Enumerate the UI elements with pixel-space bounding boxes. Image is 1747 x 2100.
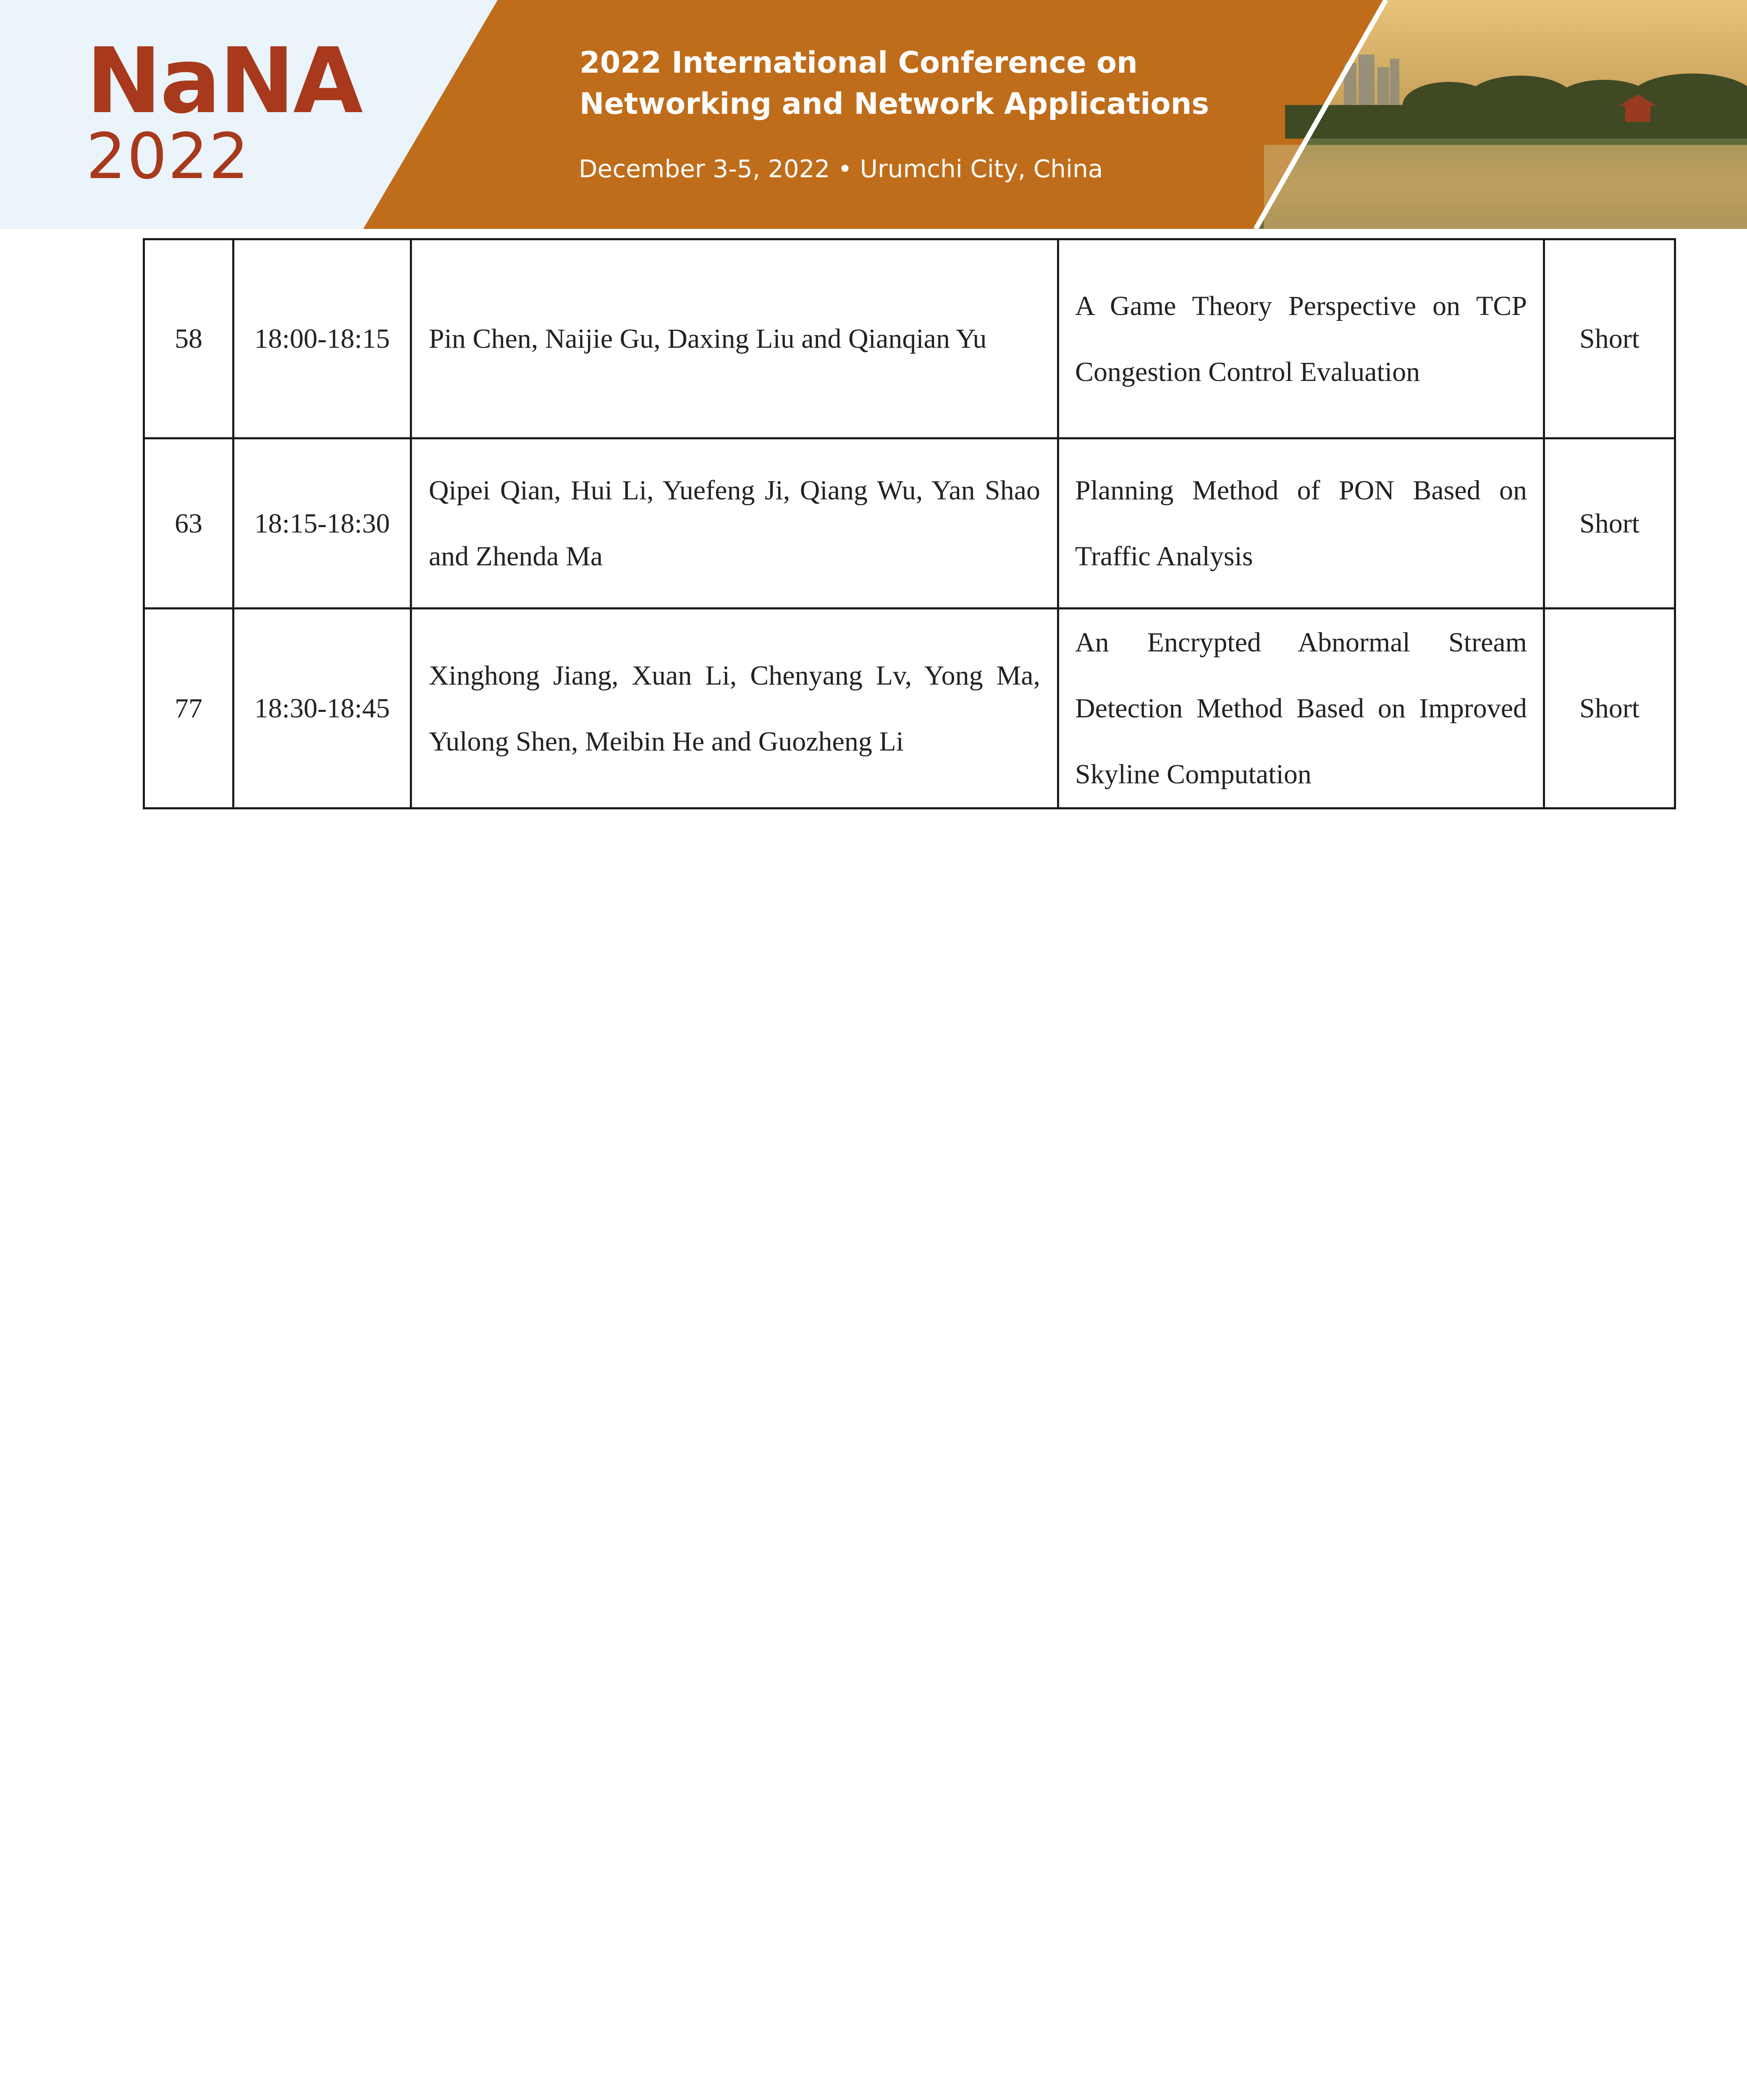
logo-text: NaNA (86, 28, 362, 134)
schedule-table (143, 238, 1676, 809)
conference-title-line1: 2022 International Conference on (580, 45, 1138, 80)
conference-title-line2: Networking and Network Applications (580, 87, 1209, 121)
table-row (144, 438, 1675, 609)
paper-id: 77 (144, 609, 233, 808)
paper-title: An Encrypted Abnormal Stream Detection Method Based on Improved Skyline Computation (1058, 609, 1544, 808)
paper-type: Short (1544, 438, 1675, 609)
conference-title (580, 42, 1209, 124)
time-slot: 18:30-18:45 (233, 609, 411, 808)
paper-title: A Game Theory Perspective on TCP Congestion Control Evaluation (1058, 239, 1544, 438)
time-slot: 18:00-18:15 (233, 239, 411, 438)
paper-type: Short (1544, 239, 1675, 438)
authors: Qipei Qian, Hui Li, Yuefeng Ji, Qiang Wu, Yan Shao and Zhenda Ma (411, 438, 1058, 609)
authors: Pin Chen, Naijie Gu, Daxing Liu and Qianqian Yu (411, 239, 1058, 438)
conference-date-location: December 3-5, 2022 • Urumchi City, China (579, 155, 1103, 183)
header-banner (0, 0, 1747, 229)
paper-type: Short (1544, 609, 1675, 808)
authors: Xinghong Jiang, Xuan Li, Chenyang Lv, Yong Ma, Yulong Shen, Meibin He and Guozheng Li (411, 609, 1058, 808)
logo-year: 2022 (86, 120, 250, 193)
paper-title: Planning Method of PON Based on Traffic Analysis (1058, 438, 1544, 609)
time-slot: 18:15-18:30 (233, 438, 411, 609)
logo (86, 28, 362, 193)
paper-id: 63 (144, 438, 233, 609)
table-row (144, 609, 1675, 808)
table-row (144, 239, 1675, 438)
paper-id: 58 (144, 239, 233, 438)
lake-reflection (1264, 145, 1747, 229)
